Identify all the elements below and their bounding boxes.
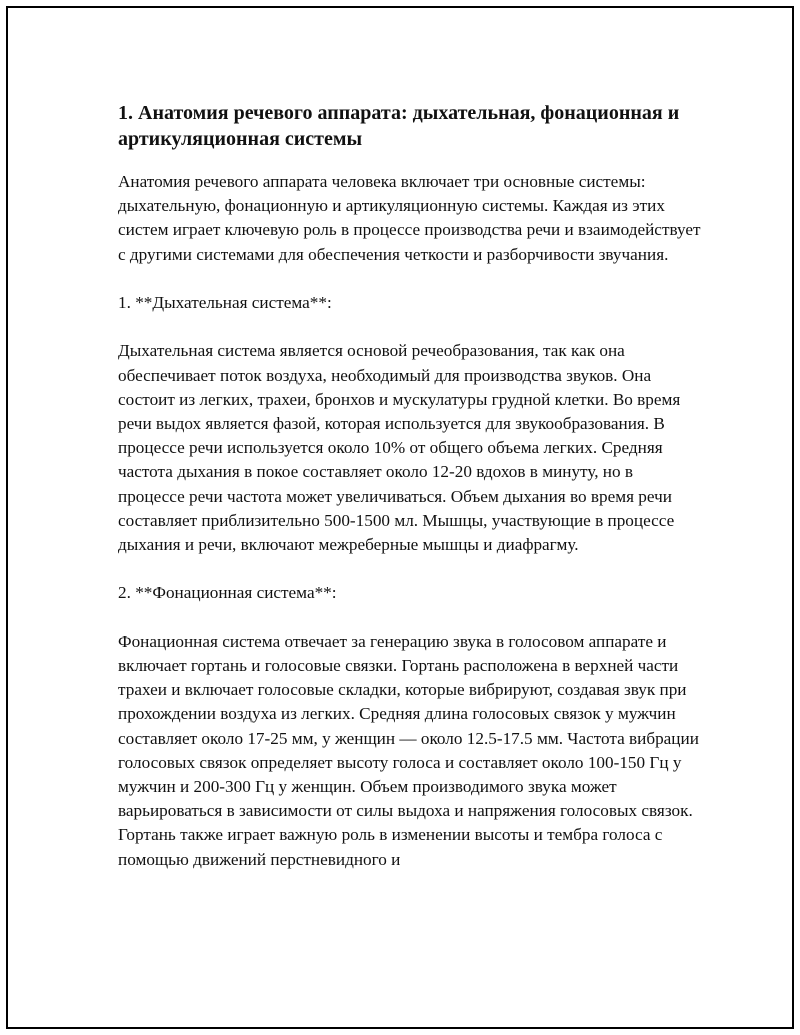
document-body <box>118 100 704 872</box>
intro-paragraph: Анатомия речевого аппарата человека включает три основные системы: дыхательную, фонационную и артикуляционную системы. Каждая из этих систем играет ключевую роль в процессе производства речи и взаимодействует с другими системами для обеспечения четкости и разборчивости звучания. <box>118 172 701 264</box>
respiratory-paragraph: Дыхательная система является основой речеобразования, так как она обеспечивает поток воздуха, необходимый для производства звуков. Она состоит из легких, трахеи, бронхов и мускулатуры грудной клетки. Во время речи выдох является фазой, которая используется для звукообразования. В процессе речи используется около 10% от общего объема легких. Средняя частота дыхания в покое составляет около 12-20 вдохов в минуту, но в процессе речи частота может увеличиваться. Объем дыхания во время речи составляет приблизительно 500-1500 мл. Мышцы, участвующие в процессе дыхания и речи, включают межреберные мышцы и диафрагму. <box>118 341 681 555</box>
subsection-heading-phonation: 2. **Фонационная система**: <box>118 583 337 603</box>
section-title: 1. Анатомия речевого аппарата: дыхательная, фонационная и артикуляционная системы <box>118 102 680 150</box>
paragraph-gap <box>118 606 704 630</box>
paragraph-gap <box>118 315 704 339</box>
phonation-paragraph: Фонационная система отвечает за генерацию звука в голосовом аппарате и включает гортань и голосовые связки. Гортань расположена в верхней части трахеи и включает голосовые складки, которые вибрируют, создавая звук при прохождении воздуха из легких. Средняя длина голосовых связок у мужчин составляет около 17-25 мм, у женщин — около 12.5-17.5 мм. Частота вибрации голосовых связок определяет высоту голоса и составляет около 100-150 Гц у мужчин и 200-300 Гц у женщин. Объем производимого звука может варьироваться в зависимости от силы выдоха и напряжения голосовых связок. Гортань также играет важную роль в изменении высоты и тембра голоса с помощью движений перстневидного и <box>118 631 699 869</box>
paragraph-gap <box>118 557 704 581</box>
subsection-heading-respiratory: 1. **Дыхательная система**: <box>118 293 332 312</box>
page-frame <box>6 6 794 1029</box>
paragraph-gap <box>118 267 704 291</box>
